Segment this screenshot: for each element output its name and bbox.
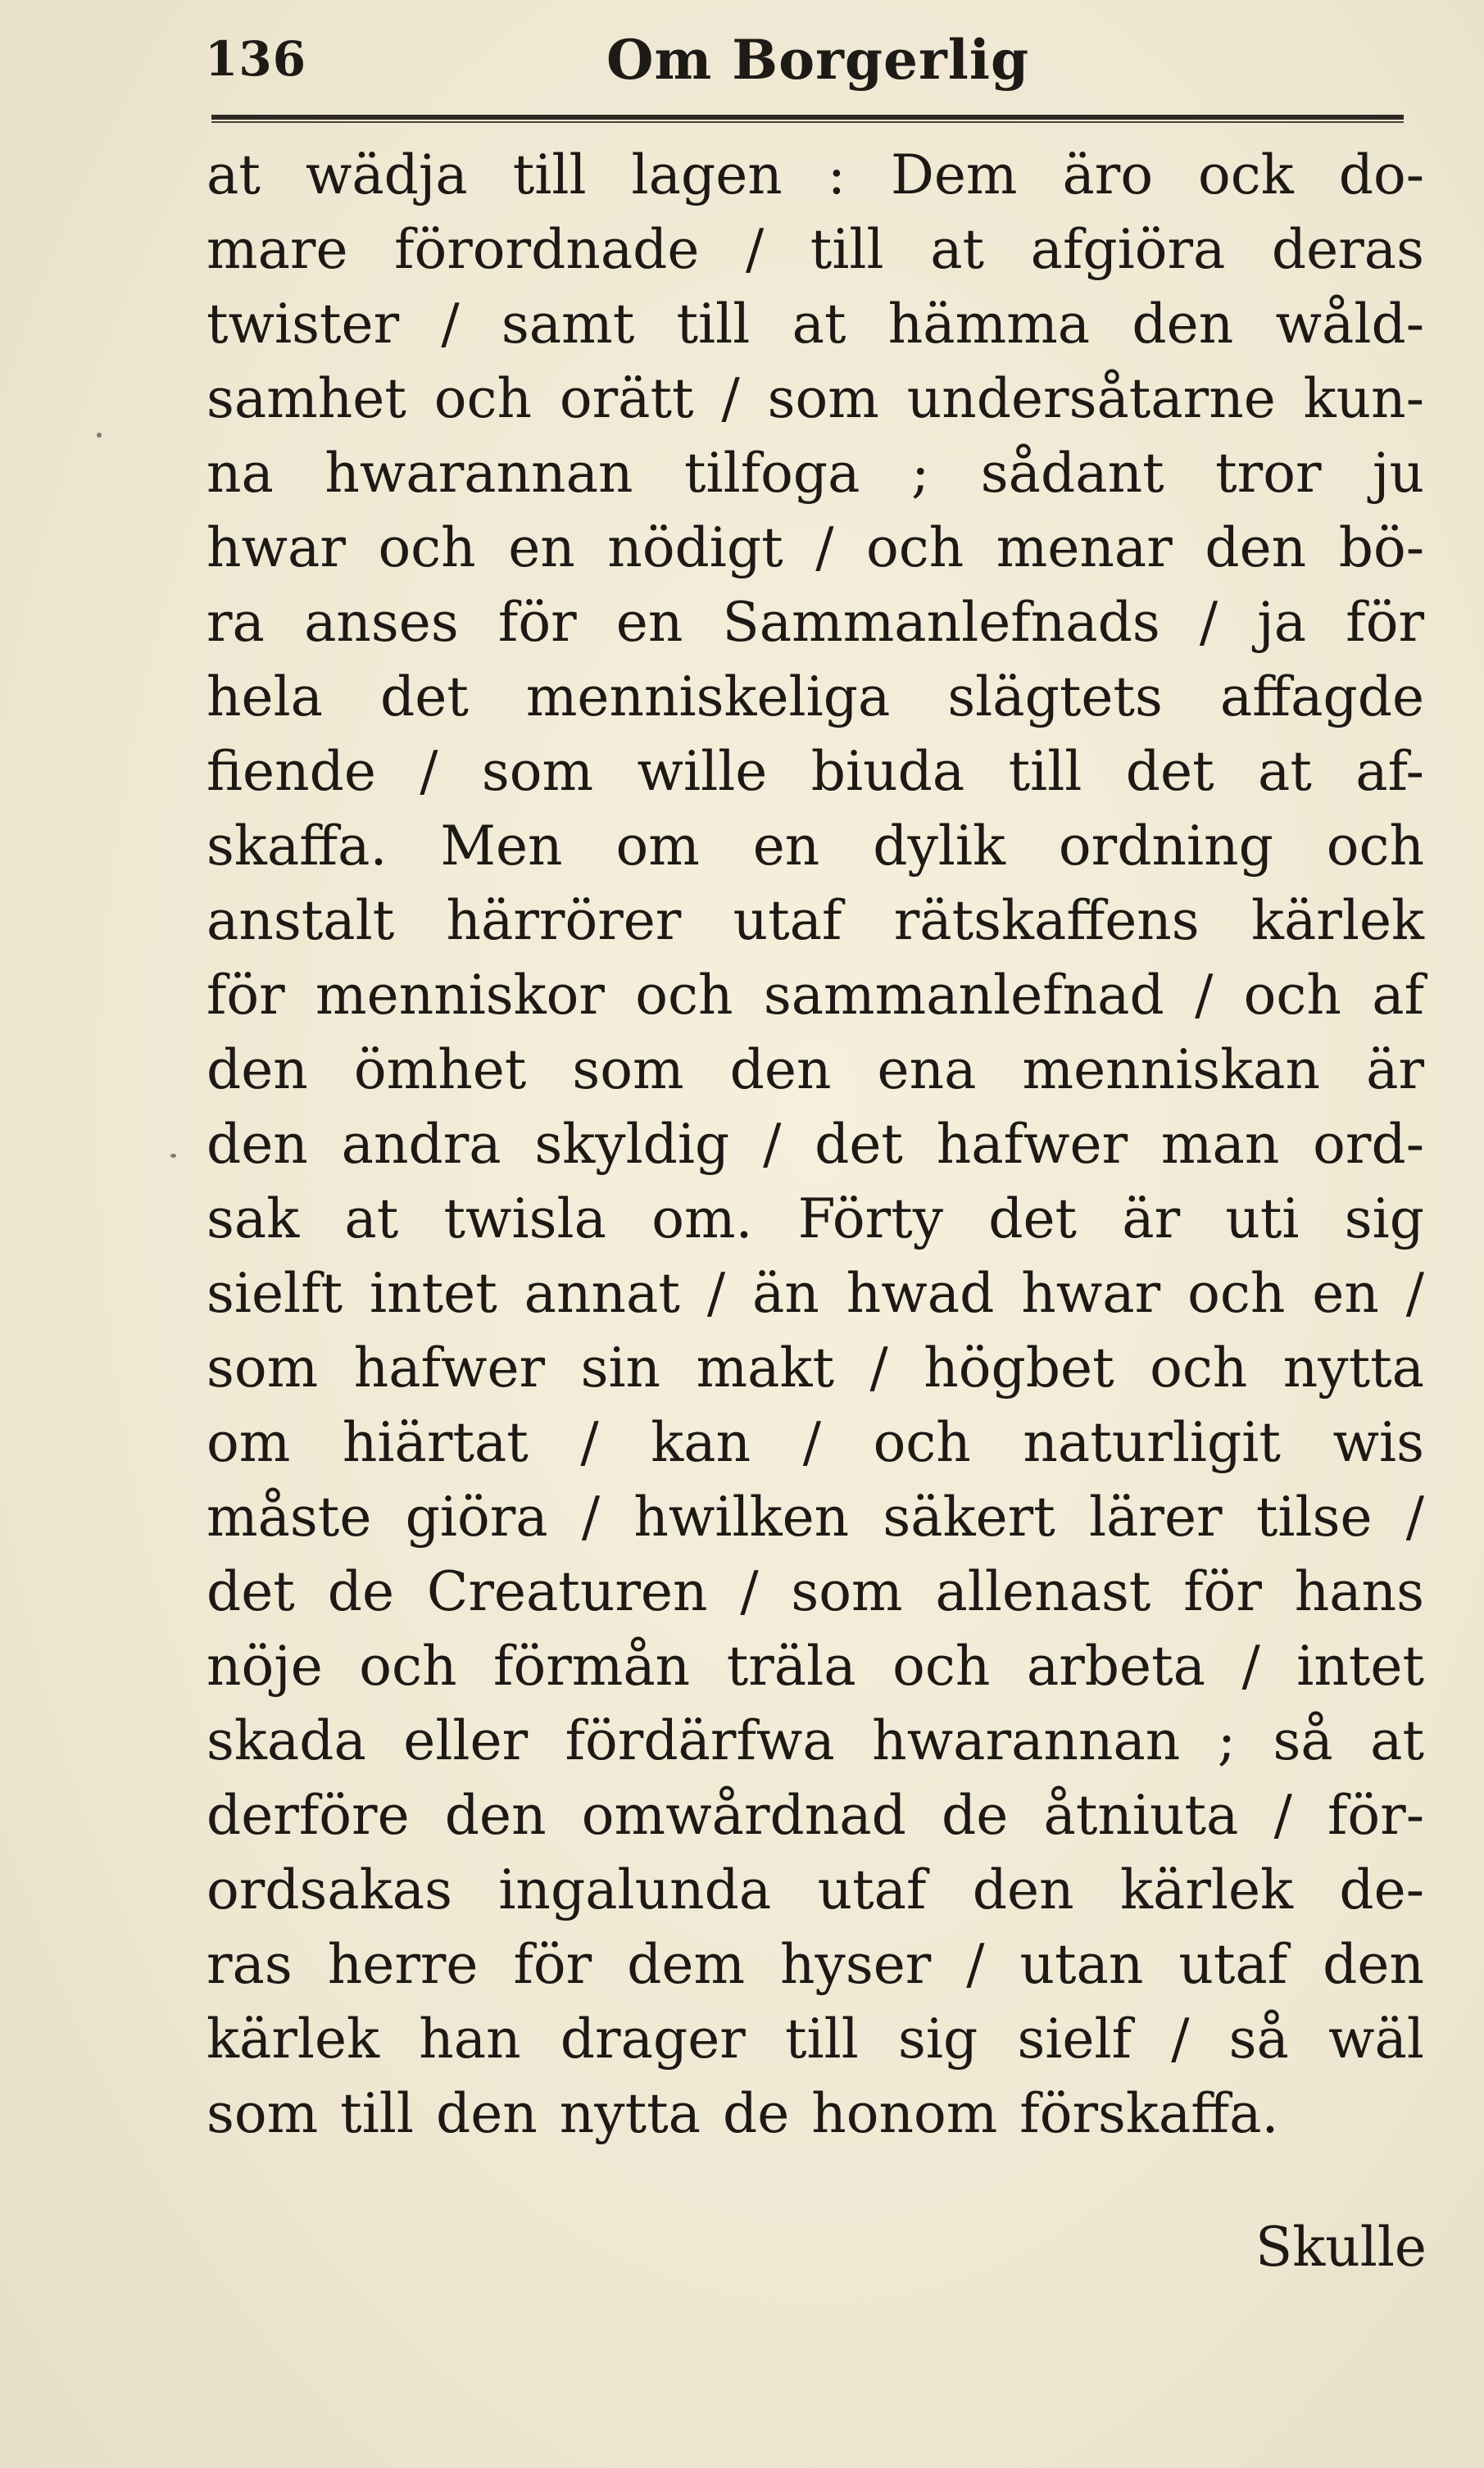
text-line: den ömhet som den ena menniskan är <box>206 1038 1424 1101</box>
text-line: ra anses för en Sammanlefnads / ja för <box>206 591 1424 654</box>
text-line: om hiärtat / kan / och naturligit wis <box>206 1411 1424 1474</box>
page-number: 136 <box>205 31 307 87</box>
text-line: fiende / som wille biuda till det at af- <box>206 740 1424 803</box>
text-line: den andra skyldig / det hafwer man ord- <box>206 1113 1424 1176</box>
page-header <box>205 25 1409 98</box>
header-rule <box>211 115 1404 123</box>
text-line: samhet och orätt / som undersåtarne kun- <box>206 367 1424 430</box>
text-line: at wädja till lagen : Dem äro ock do- <box>206 143 1424 206</box>
text-line: skada eller fördärfwa hwarannan ; så at <box>206 1709 1424 1772</box>
text-line: det de Creaturen / som allenast för hans <box>206 1560 1424 1623</box>
text-line: mare förordnade / till at afgiöra deras <box>206 218 1424 281</box>
text-line: hwar och en nödigt / och menar den bö- <box>206 516 1424 579</box>
text-line: sielft intet annat / än hwad hwar och en / <box>206 1262 1424 1325</box>
text-line: kärlek han drager till sig sielf / så wäl <box>206 2008 1424 2071</box>
text-line: ordsakas ingalunda utaf den kärlek de- <box>206 1858 1424 1921</box>
text-line: som hafwer sin makt / högbet och nytta <box>206 1336 1424 1400</box>
catchword: Skulle <box>1255 2216 1427 2279</box>
text-line: måste giöra / hwilken säkert lärer tilse / <box>206 1486 1424 1549</box>
body-text <box>206 138 1424 2151</box>
text-line: sak at twisla om. Förty det är uti sig <box>206 1187 1424 1250</box>
text-line: twister / samt till at hämma den wåld- <box>206 293 1424 356</box>
text-line: nöje och förmån träla och arbeta / intet <box>206 1635 1424 1698</box>
text-line: na hwarannan tilfoga ; sådant tror ju <box>206 442 1424 505</box>
running-head: Om Borgerlig <box>606 28 1030 92</box>
ink-speck <box>170 1154 176 1158</box>
text-line: hela det menniskeliga slägtets affagde <box>206 665 1424 728</box>
text-line: anstalt härrörer utaf rätskaffens kärlek <box>206 889 1424 952</box>
text-line: skaffa. Men om en dylik ordning och <box>206 814 1424 878</box>
ink-speck <box>97 433 102 438</box>
text-line: för menniskor och sammanlefnad / och af <box>206 964 1424 1027</box>
text-line: ras herre för dem hyser / utan utaf den <box>206 1933 1424 1996</box>
text-line: derföre den omwårdnad de åtniuta / för- <box>206 1784 1424 1847</box>
text-line: som till den nytta de honom förskaffa. <box>206 2082 1279 2145</box>
